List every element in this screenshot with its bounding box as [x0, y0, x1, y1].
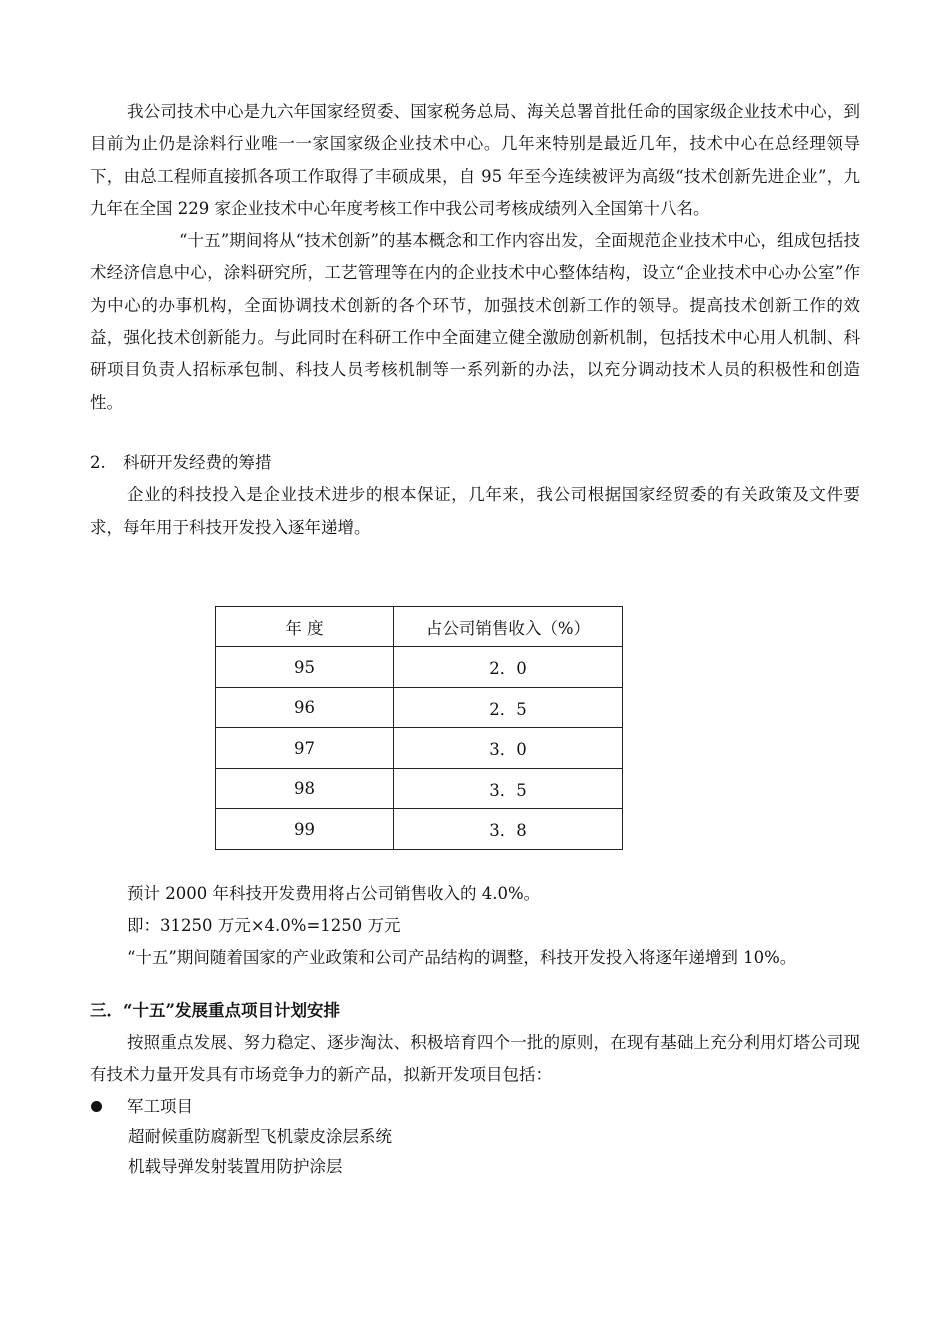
table-row	[216, 647, 623, 688]
section-2-text: 企业的科技投入是企业技术进步的根本保证，几年来，我公司根据国家经贸委的有关政策及文件要求，每年用于科技开发投入逐年递增。	[90, 485, 860, 537]
forecast-line: 预计 2000 年科技开发费用将占公司销售收入的 4.0%。	[127, 883, 541, 903]
cell-percent: 3．0	[394, 728, 623, 769]
funding-table	[215, 606, 623, 850]
calculation-line: 即：31250 万元×4.0%=1250 万元	[127, 916, 401, 936]
paragraph-tech-center: 我公司技术中心是九六年国家经贸委、国家税务总局、海关总署首批任命的国家级企业技术中心，到目前为止仍是涂料行业唯一一家国家级企业技术中心。几年来特别是最近几年，技术中心在总经理领导下，由总工程师直接抓各项工作取得了丰硕成果，自 95 年至今连续被评为高级“技术创新先进企业”，九九年在全国 229 家企业技术中心年度考核工作中我公司考核成绩列入全国第十八名。	[90, 102, 860, 218]
list-item: 超耐候重防腐新型飞机蒙皮涂层系统	[128, 1126, 392, 1146]
bullet-label: 军工项目	[127, 1096, 193, 1116]
section-3-heading: 三．“十五”发展重点项目计划安排	[90, 1000, 340, 1020]
table-header-row	[216, 606, 623, 647]
cell-percent: 2．5	[394, 687, 623, 728]
growth-line: “十五”期间随着国家的产业政策和公司产品结构的调整，科技开发投入将逐年递增到 10%。	[127, 948, 797, 968]
after-table-block	[90, 878, 860, 975]
paragraph-fifteen-plan: “十五”期间将从“技术创新”的基本概念和工作内容出发，全面规范企业技术中心，组成包括技术经济信息中心，涂料研究所，工艺管理等在内的企业技术中心整体结构，设立“企业技术中心办公室”作为中心的办事机构，全面协调技术创新的各个环节，加强技术创新工作的领导。提高技术创新工作的效益，强化技术创新能力。与此同时在科研工作中全面建立健全激励创新机制，包括技术中心用人机制、科研项目负责人招标承包制、科技人员考核机制等一系列新的办法，以充分调动技术人员的积极性和创造性。	[90, 231, 860, 412]
document-page	[90, 96, 860, 1182]
cell-year: 96	[216, 687, 394, 728]
section-2-title: 科研开发经费的筹措	[123, 452, 272, 472]
table-row	[216, 687, 623, 728]
cell-percent: 3．8	[394, 809, 623, 850]
bullet-military	[90, 1092, 860, 1122]
cell-year: 99	[216, 809, 394, 850]
bullet-dot-icon	[91, 1101, 102, 1112]
section-3-text: 按照重点发展、努力稳定、逐步淘汰、积极培育四个一批的原则，在现有基础上充分利用灯塔公司现有技术力量开发具有市场竞争力的新产品，拟新开发项目包括：	[90, 1033, 860, 1085]
cell-year: 98	[216, 768, 394, 809]
funding-table-wrap	[215, 606, 860, 850]
table-row	[216, 728, 623, 769]
cell-percent: 2．0	[394, 647, 623, 688]
section-2-heading	[90, 447, 860, 479]
header-percent: 占公司销售收入（%）	[394, 606, 623, 647]
section-2-number: 2.	[90, 452, 106, 472]
cell-percent: 3．5	[394, 768, 623, 809]
list-item: 机载导弹发射装置用防护涂层	[128, 1156, 343, 1176]
table-row	[216, 809, 623, 850]
cell-year: 95	[216, 647, 394, 688]
header-year: 年 度	[216, 606, 394, 647]
table-row	[216, 768, 623, 809]
cell-year: 97	[216, 728, 394, 769]
